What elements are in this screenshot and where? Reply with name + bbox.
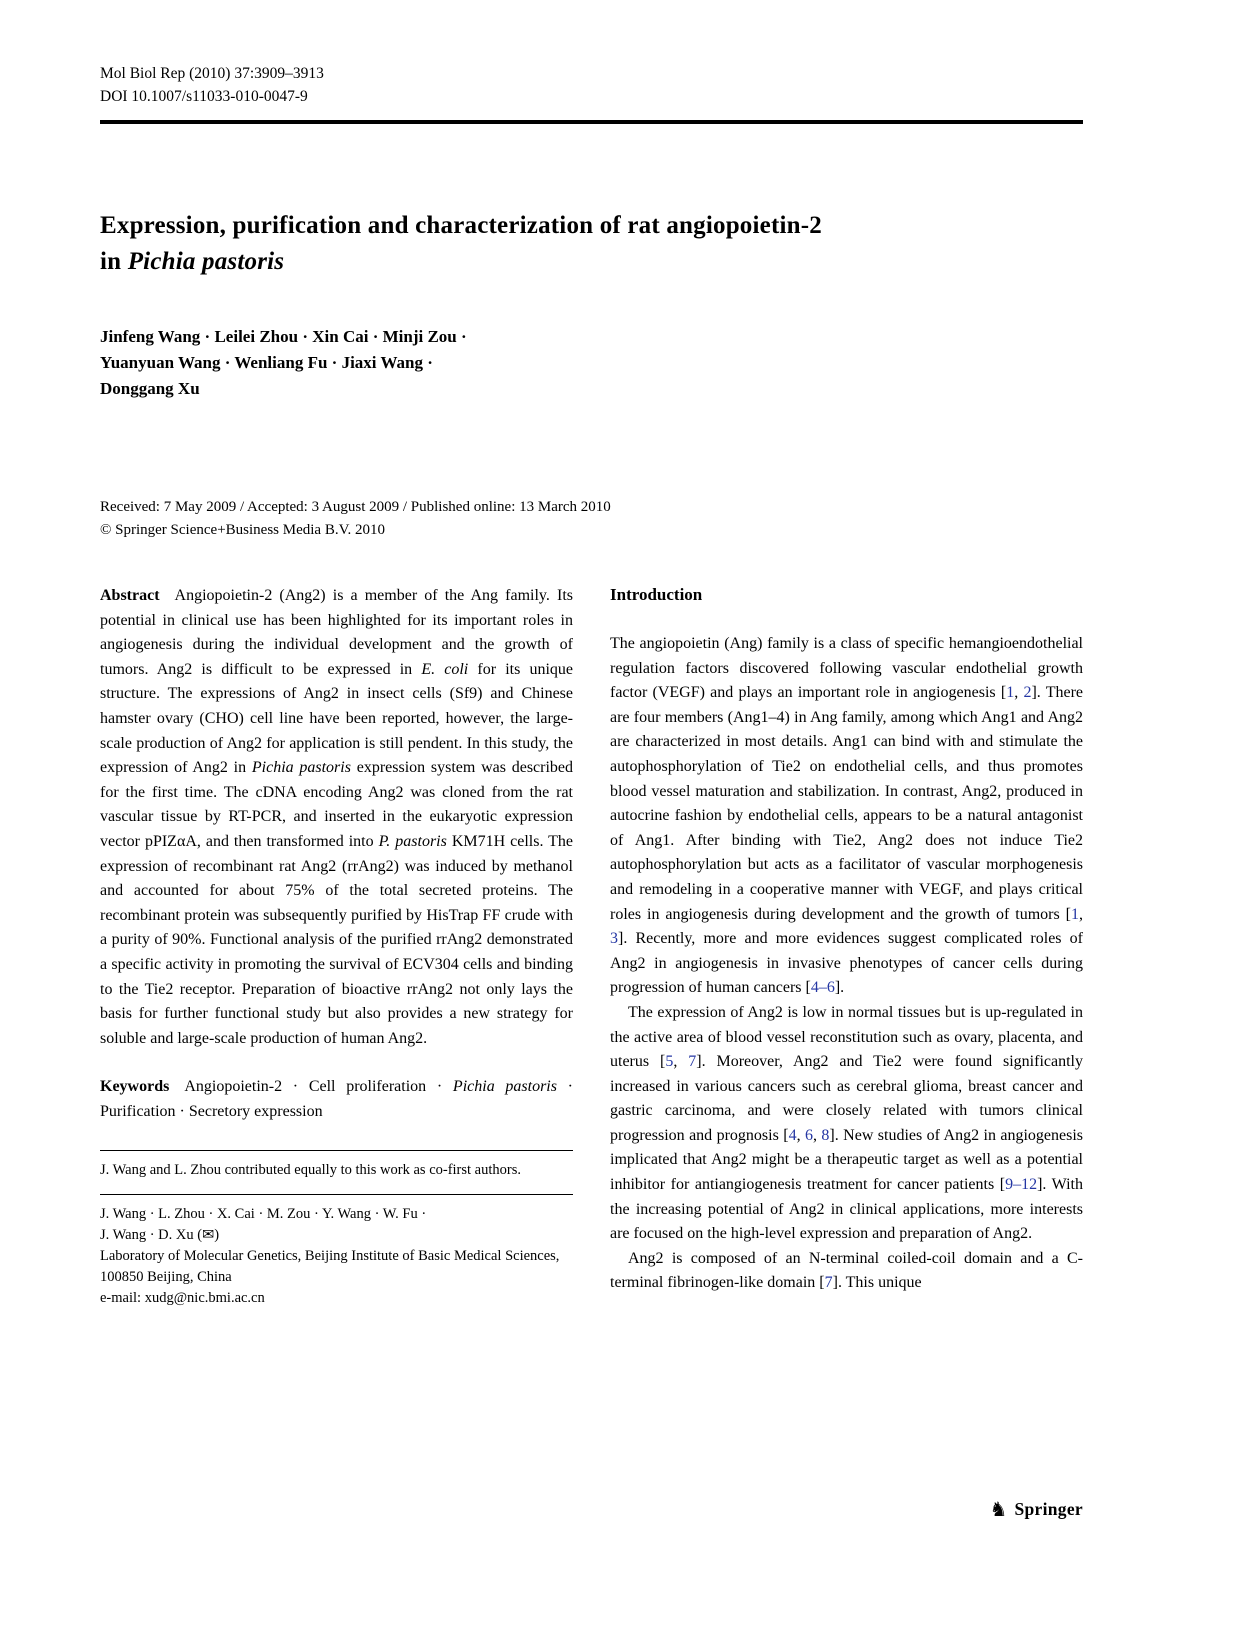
text-run: Angiopoietin-2 (Ang2) is a member of the Ang family. Its potential in clinical use has been highlighted for its important roles in angiogenesis during the individual development and the growth of tumors. Ang2 is difficult to be expressed in xyxy=(100,587,573,678)
text-run: in xyxy=(100,248,128,275)
text-run: ]. Recently, more and more evidences suggest complicated roles of Ang2 in angiogenesis in invasive phenotypes of cancer cells during progression of human cancers [ xyxy=(610,930,1083,997)
text-run: ]. This unique xyxy=(832,1274,922,1292)
affiliation-authors-line-2: J. Wang · D. Xu (✉) xyxy=(100,1227,220,1244)
citation-link[interactable]: 7 xyxy=(824,1274,833,1292)
citation-link[interactable]: 4 xyxy=(788,1126,797,1144)
author-line-1: Jinfeng Wang · Leilei Zhou · Xin Cai · Minji Zou · xyxy=(100,327,467,346)
affiliation-email: e-mail: xudg@nic.bmi.ac.cn xyxy=(100,1290,265,1307)
text-run: , xyxy=(673,1053,689,1071)
author-line-2: Yuanyuan Wang · Wenliang Fu · Jiaxi Wang · xyxy=(100,353,433,372)
article-dates xyxy=(100,496,1083,542)
text-run: The expression of Ang2 is low in normal tissues but is up-regulated in the active area of blood vessel reconstitution such as ovary, placenta, and uterus [ xyxy=(610,1003,1083,1071)
abstract-label: Abstract xyxy=(100,587,160,604)
text-run: ]. New studies of Ang2 in angiogenesis implicated that Ang2 might be a therapeutic target as well as a potential inhibitor for antiangiogenesis treatment for cancer patients [ xyxy=(610,1126,1084,1194)
right-column xyxy=(610,584,1083,1322)
italic-text: E. coli xyxy=(421,660,469,678)
author-list xyxy=(100,324,1083,402)
journal-citation: Mol Biol Rep (2010) 37:3909–3913 xyxy=(100,65,324,82)
text-run: · Purification · Secretory expression xyxy=(100,1078,574,1120)
text-run: , xyxy=(1079,905,1083,923)
author-line-3: Donggang Xu xyxy=(100,379,200,398)
journal-header xyxy=(100,62,1083,108)
text-run: , xyxy=(796,1126,805,1144)
citation-link[interactable]: 4–6 xyxy=(810,979,835,997)
italic-text: Pichia pastoris xyxy=(452,1078,557,1096)
text-run: KM71H cells. The expression of recombinant rat Ang2 (rrAng2) was induced by methanol and accounted for about 75% of the total secreted proteins. The recombinant protein was subsequently purified by HisTrap FF crude with a purity of 90%. Functional analysis of the purified rrAng2 demonstrated a specific activity in promoting the survival of ECV304 cells and binding to the Tie2 receptor. Preparation of bioactive rrAng2 not only lays the basis for further functional study but also provides a new strategy for soluble and large-scale production of human Ang2. xyxy=(100,832,574,1047)
publisher-logo xyxy=(990,1499,1083,1520)
header-rule xyxy=(100,120,1083,124)
citation-link[interactable]: 7 xyxy=(688,1053,697,1071)
affiliation-authors-line-1: J. Wang · L. Zhou · X. Cai · M. Zou · Y. Wang · W. Fu · xyxy=(100,1206,427,1223)
abstract-paragraph xyxy=(100,584,573,1051)
journal-doi: DOI 10.1007/s11033-010-0047-9 xyxy=(100,88,308,105)
keywords-paragraph xyxy=(100,1075,573,1124)
text-run: The angiopoietin (Ang) family is a class of specific hemangioendothelial regulation factors discovered following vascular endothelial growth factor (VEGF) and plays an important role in angiogenesis [ xyxy=(610,635,1083,702)
copyright-line: © Springer Science+Business Media B.V. 2010 xyxy=(100,522,385,538)
left-column xyxy=(100,584,573,1322)
citation-link[interactable]: 3 xyxy=(610,930,618,948)
intro-paragraph-3 xyxy=(610,1247,1083,1296)
affiliation-note xyxy=(100,1204,573,1309)
springer-knight-icon: ♞ xyxy=(989,1498,1008,1521)
text-run: ]. Moreover, Ang2 and Tie2 were found significantly increased in various cancers such as cerebral glioma, breast cancer and gastric carcinoma, and were closely related with tumors clinical progression and prognosis [ xyxy=(610,1053,1083,1144)
article-title xyxy=(100,208,1083,280)
footnote-rule-top xyxy=(100,1150,573,1151)
text-run: ]. xyxy=(834,979,845,997)
text-run: ]. There are four members (Ang1–4) in Ang family, among which Ang1 and Ang2 are characterized in most details. Ang1 can bind with and stimulate the autophosphorylation of Tie2 on endothelial cells, and thus promotes blood vessel maturation and stabilization. In contrast, Ang2, produced in autocrine fashion by endothelial cells, appears to be a natural antagonist of Ang1. After binding with Tie2, Ang2 does not induce Tie2 autophosphorylation but acts as a facilitator of vascular morphogenesis and remodeling in a cooperative manner with VEGF, and plays critical roles in angiogenesis during development and the growth of tumors [ xyxy=(610,684,1084,923)
text-run: , xyxy=(1014,684,1024,702)
title-line-2 xyxy=(100,244,1083,280)
italic-text: P. pastoris xyxy=(378,832,447,850)
keywords-text xyxy=(100,1078,573,1120)
text-run: for its unique structure. The expressions of Ang2 in insect cells (Sf9) and Chinese hamster ovary (CHO) cell line have been reported, however, the large-scale production of Ang2 for application is still pendent. In this study, the expression of Ang2 in xyxy=(100,660,573,777)
text-run: Angiopoietin-2 · Cell proliferation · xyxy=(184,1078,453,1096)
publisher-name: Springer xyxy=(1014,1499,1083,1519)
citation-link[interactable]: 8 xyxy=(821,1126,830,1144)
affiliation-address: Laboratory of Molecular Genetics, Beijing Institute of Basic Medical Sciences, 100850 Beijing, China xyxy=(100,1248,560,1286)
footnotes-block xyxy=(100,1150,573,1309)
received-accepted-line: Received: 7 May 2009 / Accepted: 3 August 2009 / Published online: 13 March 2010 xyxy=(100,499,611,515)
citation-link[interactable]: 2 xyxy=(1023,684,1032,702)
text-run: , xyxy=(813,1126,822,1144)
italic-text: Pichia pastoris xyxy=(127,248,285,275)
text-run: Expression, purification and characterization of rat angiopoietin-2 xyxy=(100,212,822,239)
keywords-label: Keywords xyxy=(100,1078,170,1096)
text-run: expression system was described for the first time. The cDNA encoding Ang2 was cloned from the rat vascular tissue by RT-PCR, and inserted in the eukaryotic expression vector pPIZαA, and then transformed into xyxy=(100,759,574,850)
section-heading-introduction: Introduction xyxy=(610,585,703,604)
title-line-1 xyxy=(100,208,1083,244)
citation-link[interactable]: 6 xyxy=(805,1126,813,1144)
abstract-text xyxy=(100,587,573,1047)
citation-link[interactable]: 5 xyxy=(665,1053,674,1071)
citation-link[interactable]: 9–12 xyxy=(1005,1176,1038,1194)
citation-link[interactable]: 1 xyxy=(1071,905,1079,923)
text-run: Ang2 is composed of an N-terminal coiled-coil domain and a C-terminal fibrinogen-like domain [ xyxy=(610,1249,1083,1292)
italic-text: Pichia pastoris xyxy=(251,759,351,777)
text-run: ]. With the increasing potential of Ang2 in clinical applications, more interests are focused on the high-level expression and preparation of Ang2. xyxy=(610,1176,1084,1243)
citation-link[interactable]: 1 xyxy=(1006,684,1015,702)
intro-paragraph-2 xyxy=(610,1001,1083,1247)
intro-paragraph-1 xyxy=(610,632,1083,1001)
footnote-rule-middle xyxy=(100,1194,573,1195)
two-column-body xyxy=(100,584,1083,1322)
equal-contribution-note: J. Wang and L. Zhou contributed equally to this work as co-first authors. xyxy=(100,1162,521,1179)
